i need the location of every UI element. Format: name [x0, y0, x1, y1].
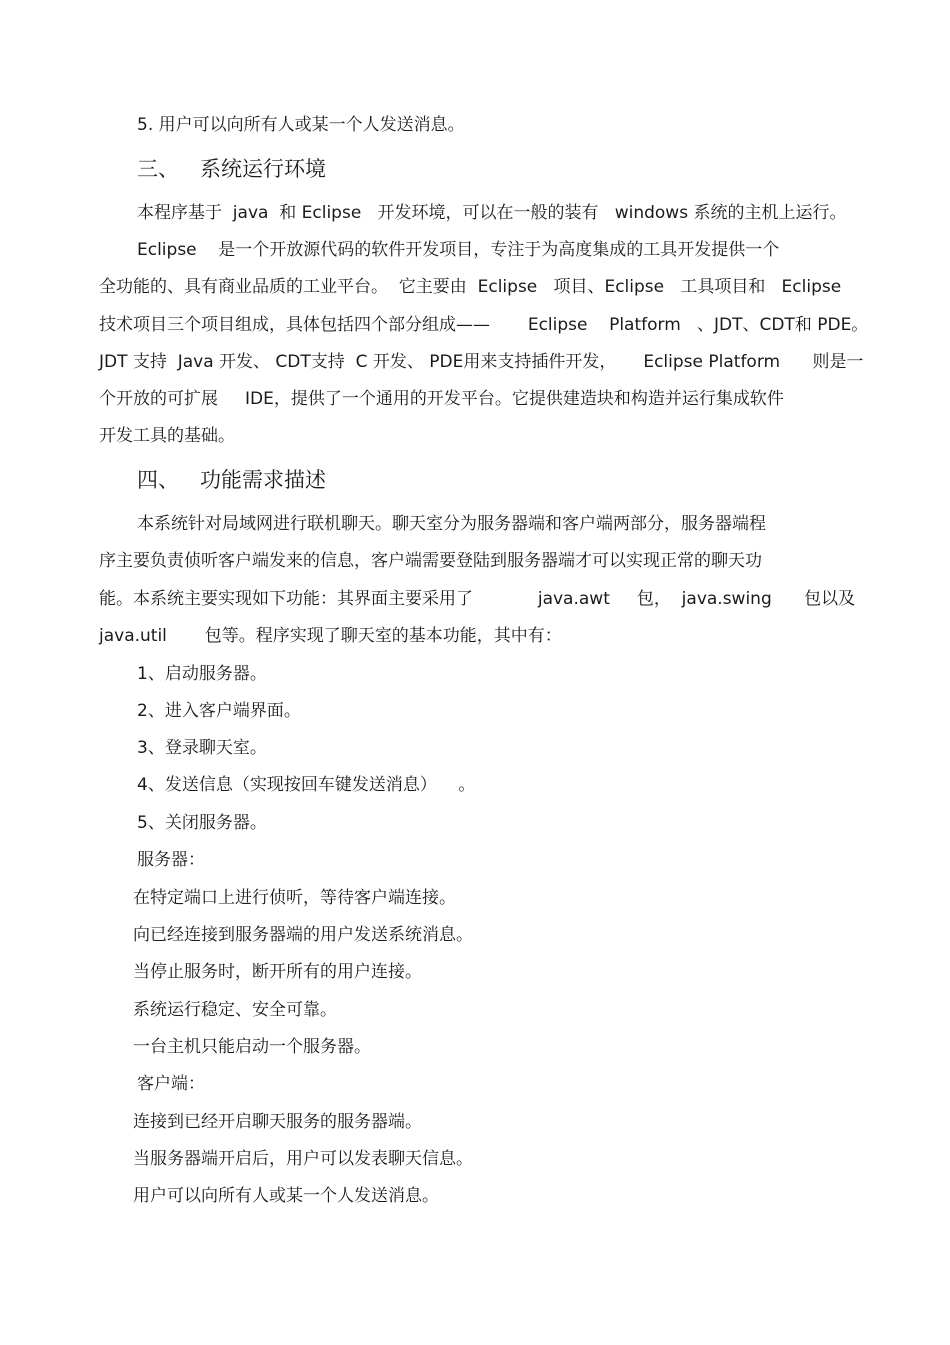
client-requirement-item: 当服务器端开启后，用户可以发表聊天信息。 — [133, 1149, 473, 1169]
server-requirement-item: 向已经连接到服务器端的用户发送系统消息。 — [133, 925, 473, 945]
client-requirement-item: 连接到已经开启聊天服务的服务器端。 — [133, 1112, 422, 1132]
server-requirement-item: 一台主机只能启动一个服务器。 — [133, 1037, 371, 1057]
section4-paragraph-line: 序主要负责侦听客户端发来的信息，客户端需要登陆到服务器端才可以实现正常的聊天功 — [99, 551, 762, 571]
client-label: 客户端： — [137, 1074, 205, 1094]
feature-list-item: 1、启动服务器。 — [137, 664, 267, 684]
section3-paragraph-2-line: JDT 支持 Java 开发、 CDT支持 C 开发、 PDE用来支持插件开发， Eclipse Platform 则是一 — [99, 352, 864, 372]
feature-list-item: 5、关闭服务器。 — [137, 813, 267, 833]
section3-paragraph-2-line: Eclipse 是一个开放源代码的软件开发项目，专注于为高度集成的工具开发提供一个 — [137, 240, 780, 260]
section3-paragraph-2-line: 开发工具的基础。 — [99, 426, 235, 446]
server-requirement-item: 系统运行稳定、安全可靠。 — [133, 1000, 337, 1020]
feature-list-item: 3、登录聊天室。 — [137, 738, 267, 758]
server-requirement-item: 当停止服务时，断开所有的用户连接。 — [133, 962, 422, 982]
section3-paragraph-1: 本程序基于 java 和 Eclipse 开发环境，可以在一般的装有 windows 系统的主机上运行。 — [137, 203, 847, 223]
server-requirement-item: 在特定端口上进行侦听，等待客户端连接。 — [133, 888, 456, 908]
intro-list-item: 5. 用户可以向所有人或某一个人发送消息。 — [137, 115, 465, 135]
section3-paragraph-2-line: 全功能的、具有商业品质的工业平台。 它主要由 Eclipse 项目、Eclipse 工具项目和 Eclipse — [99, 277, 842, 297]
section3-paragraph-2-line: 个开放的可扩展 IDE，提供了一个通用的开发平台。它提供建造块和构造并运行集成软件 — [99, 389, 784, 409]
section3-heading-title: 系统运行环境 — [200, 157, 326, 181]
section4-paragraph-line: 本系统针对局域网进行联机聊天。聊天室分为服务器端和客户端两部分，服务器端程 — [137, 514, 766, 534]
section3-paragraph-2-line: 技术项目三个项目组成，具体包括四个部分组成—— Eclipse Platform 、JDT、CDT和 PDE。 — [99, 315, 869, 335]
client-requirement-item: 用户可以向所有人或某一个人发送消息。 — [133, 1186, 439, 1206]
section4-paragraph-line: java.util 包等。程序实现了聊天室的基本功能，其中有： — [99, 626, 562, 646]
section4-heading-title: 功能需求描述 — [200, 468, 326, 492]
section4-paragraph-line: 能。本系统主要实现如下功能：其界面主要采用了 java.awt 包， java.swing 包以及 — [99, 589, 856, 609]
server-label: 服务器： — [137, 850, 205, 870]
feature-list-item: 2、进入客户端界面。 — [137, 701, 301, 721]
section4-heading-number: 四、 — [137, 468, 179, 492]
section3-heading-number: 三、 — [137, 157, 179, 181]
feature-list-item: 4、发送信息（实现按回车键发送消息） 。 — [137, 775, 476, 795]
